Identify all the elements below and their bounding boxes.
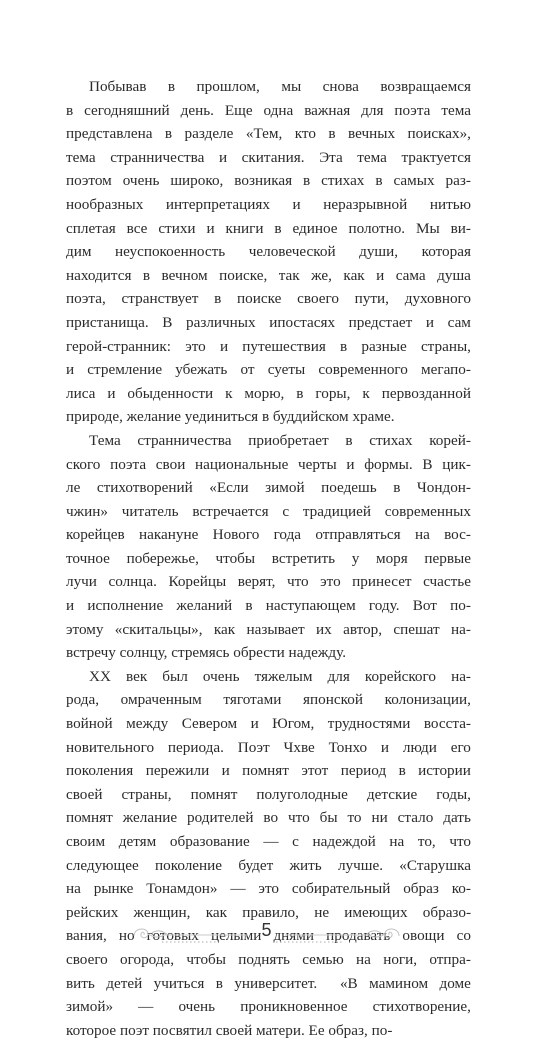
right-ornament-icon [266, 924, 401, 946]
text-line: новительного периода. Поэт Чхве Тонхо и люди его [66, 738, 471, 756]
text-line: Побывав в прошлом, мы снова возвращаемся [89, 78, 471, 95]
text-line: представлена в разделе «Тем, кто в вечных поисках», [66, 125, 471, 143]
paragraph [66, 665, 471, 1042]
page-footer [0, 920, 533, 960]
text-line: XX век был очень тяжелым для корейского на- [89, 667, 471, 685]
text-line: и исполнение желаний в наступающем году. Вот по- [66, 597, 471, 615]
text-line: на рынке Тонамдон» — это собирательный образ ко- [66, 880, 471, 898]
text-line: лиса и обыденности к морю, в горы, к первозданной [66, 384, 471, 402]
paragraph [66, 429, 471, 665]
text-line: пристанища. В различных ипостасях предстает и сам [66, 313, 471, 331]
text-line: помнят желание родителей во что бы то ни стало дать [66, 809, 471, 827]
text-line: следующее поколение будет жить лучше. «Старушка [66, 856, 471, 874]
text-line: и стремление убежать от суеты современного мегапо- [66, 361, 471, 379]
text-line: своим детям образование — с надеждой на то, что [66, 833, 471, 850]
page-number: 5 [261, 920, 272, 940]
text-line: ле стихотворений «Если зимой поедешь в Чондон- [66, 479, 471, 497]
text-line: войной между Севером и Югом, трудностями восста- [66, 715, 471, 733]
text-line: герой-странник: это и путешествия в разные страны, [66, 337, 471, 355]
text-line: поколения пережили и помнят этот период в истории [66, 762, 471, 780]
paragraph [66, 75, 471, 429]
text-line: природе, желание уединиться в буддийском храме. [66, 408, 395, 426]
text-line: зимой» — очень проникновенное стихотворение, [66, 998, 471, 1016]
text-line: которое поэт посвятил своей матери. Ее образ, по- [66, 1021, 393, 1039]
text-line: Тема странничества приобретает в стихах корей- [89, 431, 471, 449]
text-line: нообразных интерпретациях и неразрывной нитью [66, 195, 471, 213]
text-line: лучи солнца. Корейцы верят, что это принесет счастье [66, 573, 471, 591]
text-line: поэта, странствует в поиске своего пути, духовного [66, 290, 471, 308]
text-line: этому «скитальцы», как называет их автор, спешат на- [66, 620, 471, 638]
text-line: корейцев накануне Нового года отправляться на вос- [66, 526, 471, 544]
text-line: поэтом очень широко, возникая в стихах в самых раз- [66, 172, 471, 190]
text-line: сплетая все стихи и книги в единое полотно. Мы ви- [66, 219, 471, 237]
text-line: тема странничества и скитания. Эта тема трактуется [66, 148, 471, 166]
text-line: вания, но готовых целыми днями продавать овощи со [66, 927, 471, 945]
body-text [66, 75, 471, 1042]
text-line: ского поэта свои национальные черты и формы. В цик- [66, 455, 471, 473]
text-line: рода, омраченным тяготами японской колонизации, [66, 691, 471, 709]
text-line: рейских женщин, как правило, не имеющих образо- [66, 903, 471, 921]
text-line: встречу солнцу, стремясь обрести надежду. [66, 644, 346, 662]
text-line: чжин» читатель встречается с традицией современных [66, 502, 471, 520]
text-line: вить детей учиться в университет. «В мамином доме [66, 974, 471, 992]
text-line: своей страны, помнят полуголодные детские годы, [66, 785, 471, 803]
text-line: находится в вечном поиске, так же, как и сама душа [66, 266, 471, 284]
text-line: в сегодняшний день. Еще одна важная для поэта тема [66, 101, 471, 119]
text-line: своего огорода, чтобы поднять семью на ноги, отпра- [66, 950, 471, 968]
text-line: дим неуспокоенность человеческой души, которая [66, 243, 471, 261]
text-line: точное побережье, чтобы встретить у моря первые [66, 549, 471, 567]
